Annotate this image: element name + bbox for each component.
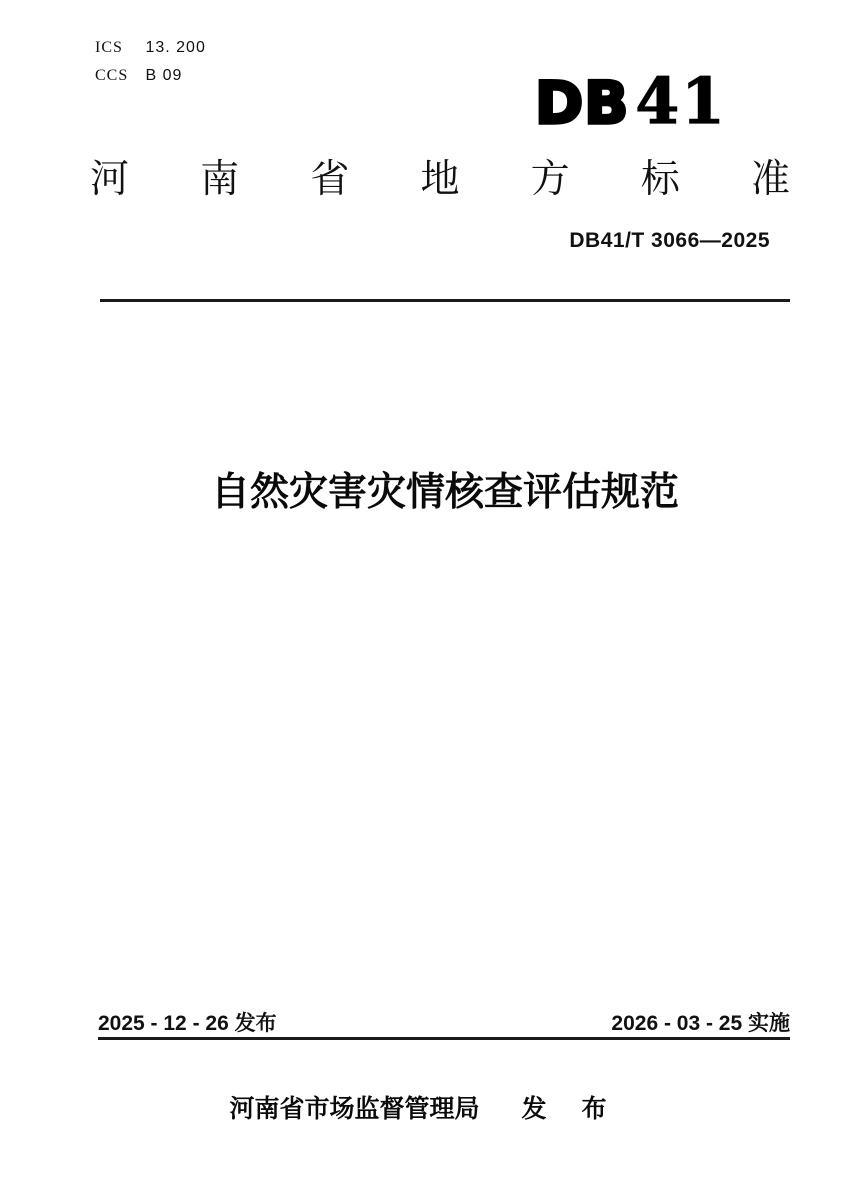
publisher-line — [0, 1089, 850, 1125]
standard-number: DB41/T 3066—2025 — [569, 229, 770, 252]
footer-rule — [98, 1037, 790, 1040]
ccs-code-row — [95, 62, 206, 90]
db41-logo-number: 41 — [635, 64, 727, 138]
standard-kind-heading: 河南省地方标准 — [90, 158, 790, 201]
ccs-value: B 09 — [145, 67, 183, 84]
ics-value: 13. 200 — [145, 39, 206, 56]
db41-logo-db: DB — [534, 69, 630, 137]
ccs-label: CCS — [95, 67, 129, 84]
publish-action: 发 布 — [521, 1095, 621, 1123]
publisher-name: 河南省市场监督管理局 — [229, 1095, 480, 1123]
issue-date: 2025 - 12 - 26 发布 — [98, 1012, 277, 1035]
db41-logo — [534, 64, 727, 138]
classification-codes — [95, 34, 206, 90]
ics-label: ICS — [95, 39, 123, 56]
dates-row — [98, 1007, 790, 1037]
document-title: 自然灾害灾情核查评估规范 — [210, 471, 679, 514]
implementation-date: 2026 - 03 - 25 实施 — [611, 1012, 790, 1035]
header-rule — [100, 299, 790, 302]
ics-code-row — [95, 34, 206, 62]
